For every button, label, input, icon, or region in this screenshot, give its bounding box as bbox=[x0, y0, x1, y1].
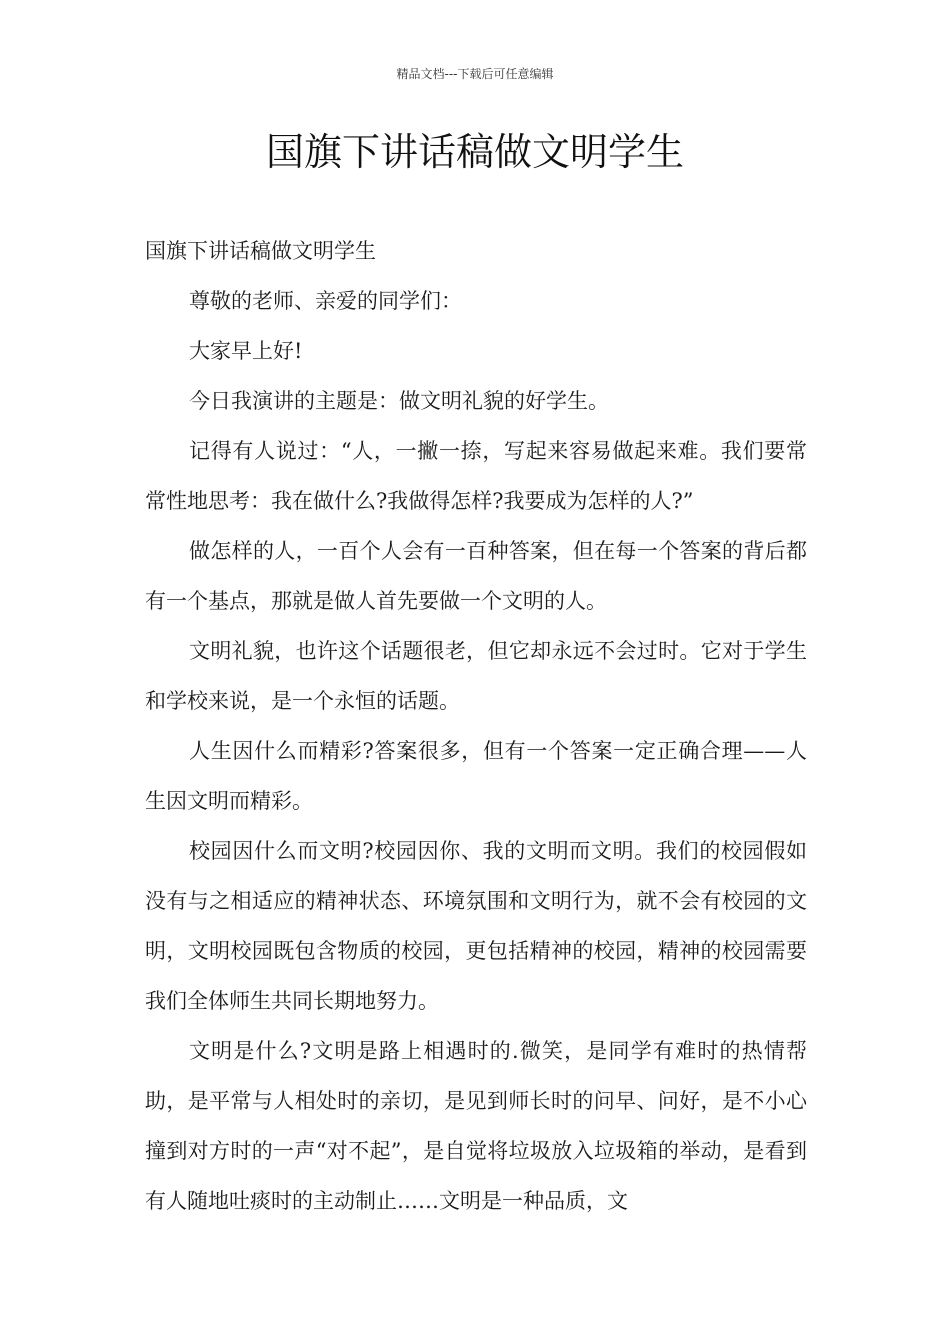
paragraph-greeting: 大家早上好! bbox=[189, 339, 303, 363]
paragraph: 校园因什么而文明?校园因你、我的文明而文明。我们的校园假如没有与之相适应的精神状态、环境氛围和文明行为，就不会有校园的文明，文明校园既包含物质的校园，更包括精神的校园，精神的校园需要我们全体师生共同长期地努力。 bbox=[145, 839, 807, 1013]
paragraph: 记得有人说过：“人，一撇一捺，写起来容易做起来难。我们要常常性地思考：我在做什么?我做得怎样?我要成为怎样的人?” bbox=[145, 439, 807, 513]
header-note: 精品文档---下载后可任意编辑 bbox=[396, 67, 554, 81]
paragraph: 文明是什么?文明是路上相遇时的.微笑，是同学有难时的热情帮助，是平常与人相处时的亲切，是见到师长时的问早、问好，是不小心撞到对方时的一声“对不起”，是自觉将垃圾放入垃圾箱的举动，是看到有人随地吐痰时的主动制止……文明是一种品质，文 bbox=[145, 1039, 807, 1213]
paragraph-subtitle: 国旗下讲话稿做文明学生 bbox=[145, 239, 376, 263]
document-body bbox=[145, 226, 807, 1226]
document-title: 国旗下讲话稿做文明学生 bbox=[265, 130, 684, 174]
paragraph: 今日我演讲的主题是：做文明礼貌的好学生。 bbox=[189, 389, 609, 413]
paragraph: 文明礼貌，也许这个话题很老，但它却永远不会过时。它对于学生和学校来说，是一个永恒的话题。 bbox=[145, 639, 807, 713]
paragraph: 做怎样的人，一百个人会有一百种答案，但在每一个答案的背后都有一个基点，那就是做人首先要做一个文明的人。 bbox=[145, 539, 807, 613]
paragraph-salutation: 尊敬的老师、亲爱的同学们： bbox=[189, 289, 462, 313]
paragraph: 人生因什么而精彩?答案很多，但有一个答案一定正确合理——人生因文明而精彩。 bbox=[145, 739, 807, 813]
